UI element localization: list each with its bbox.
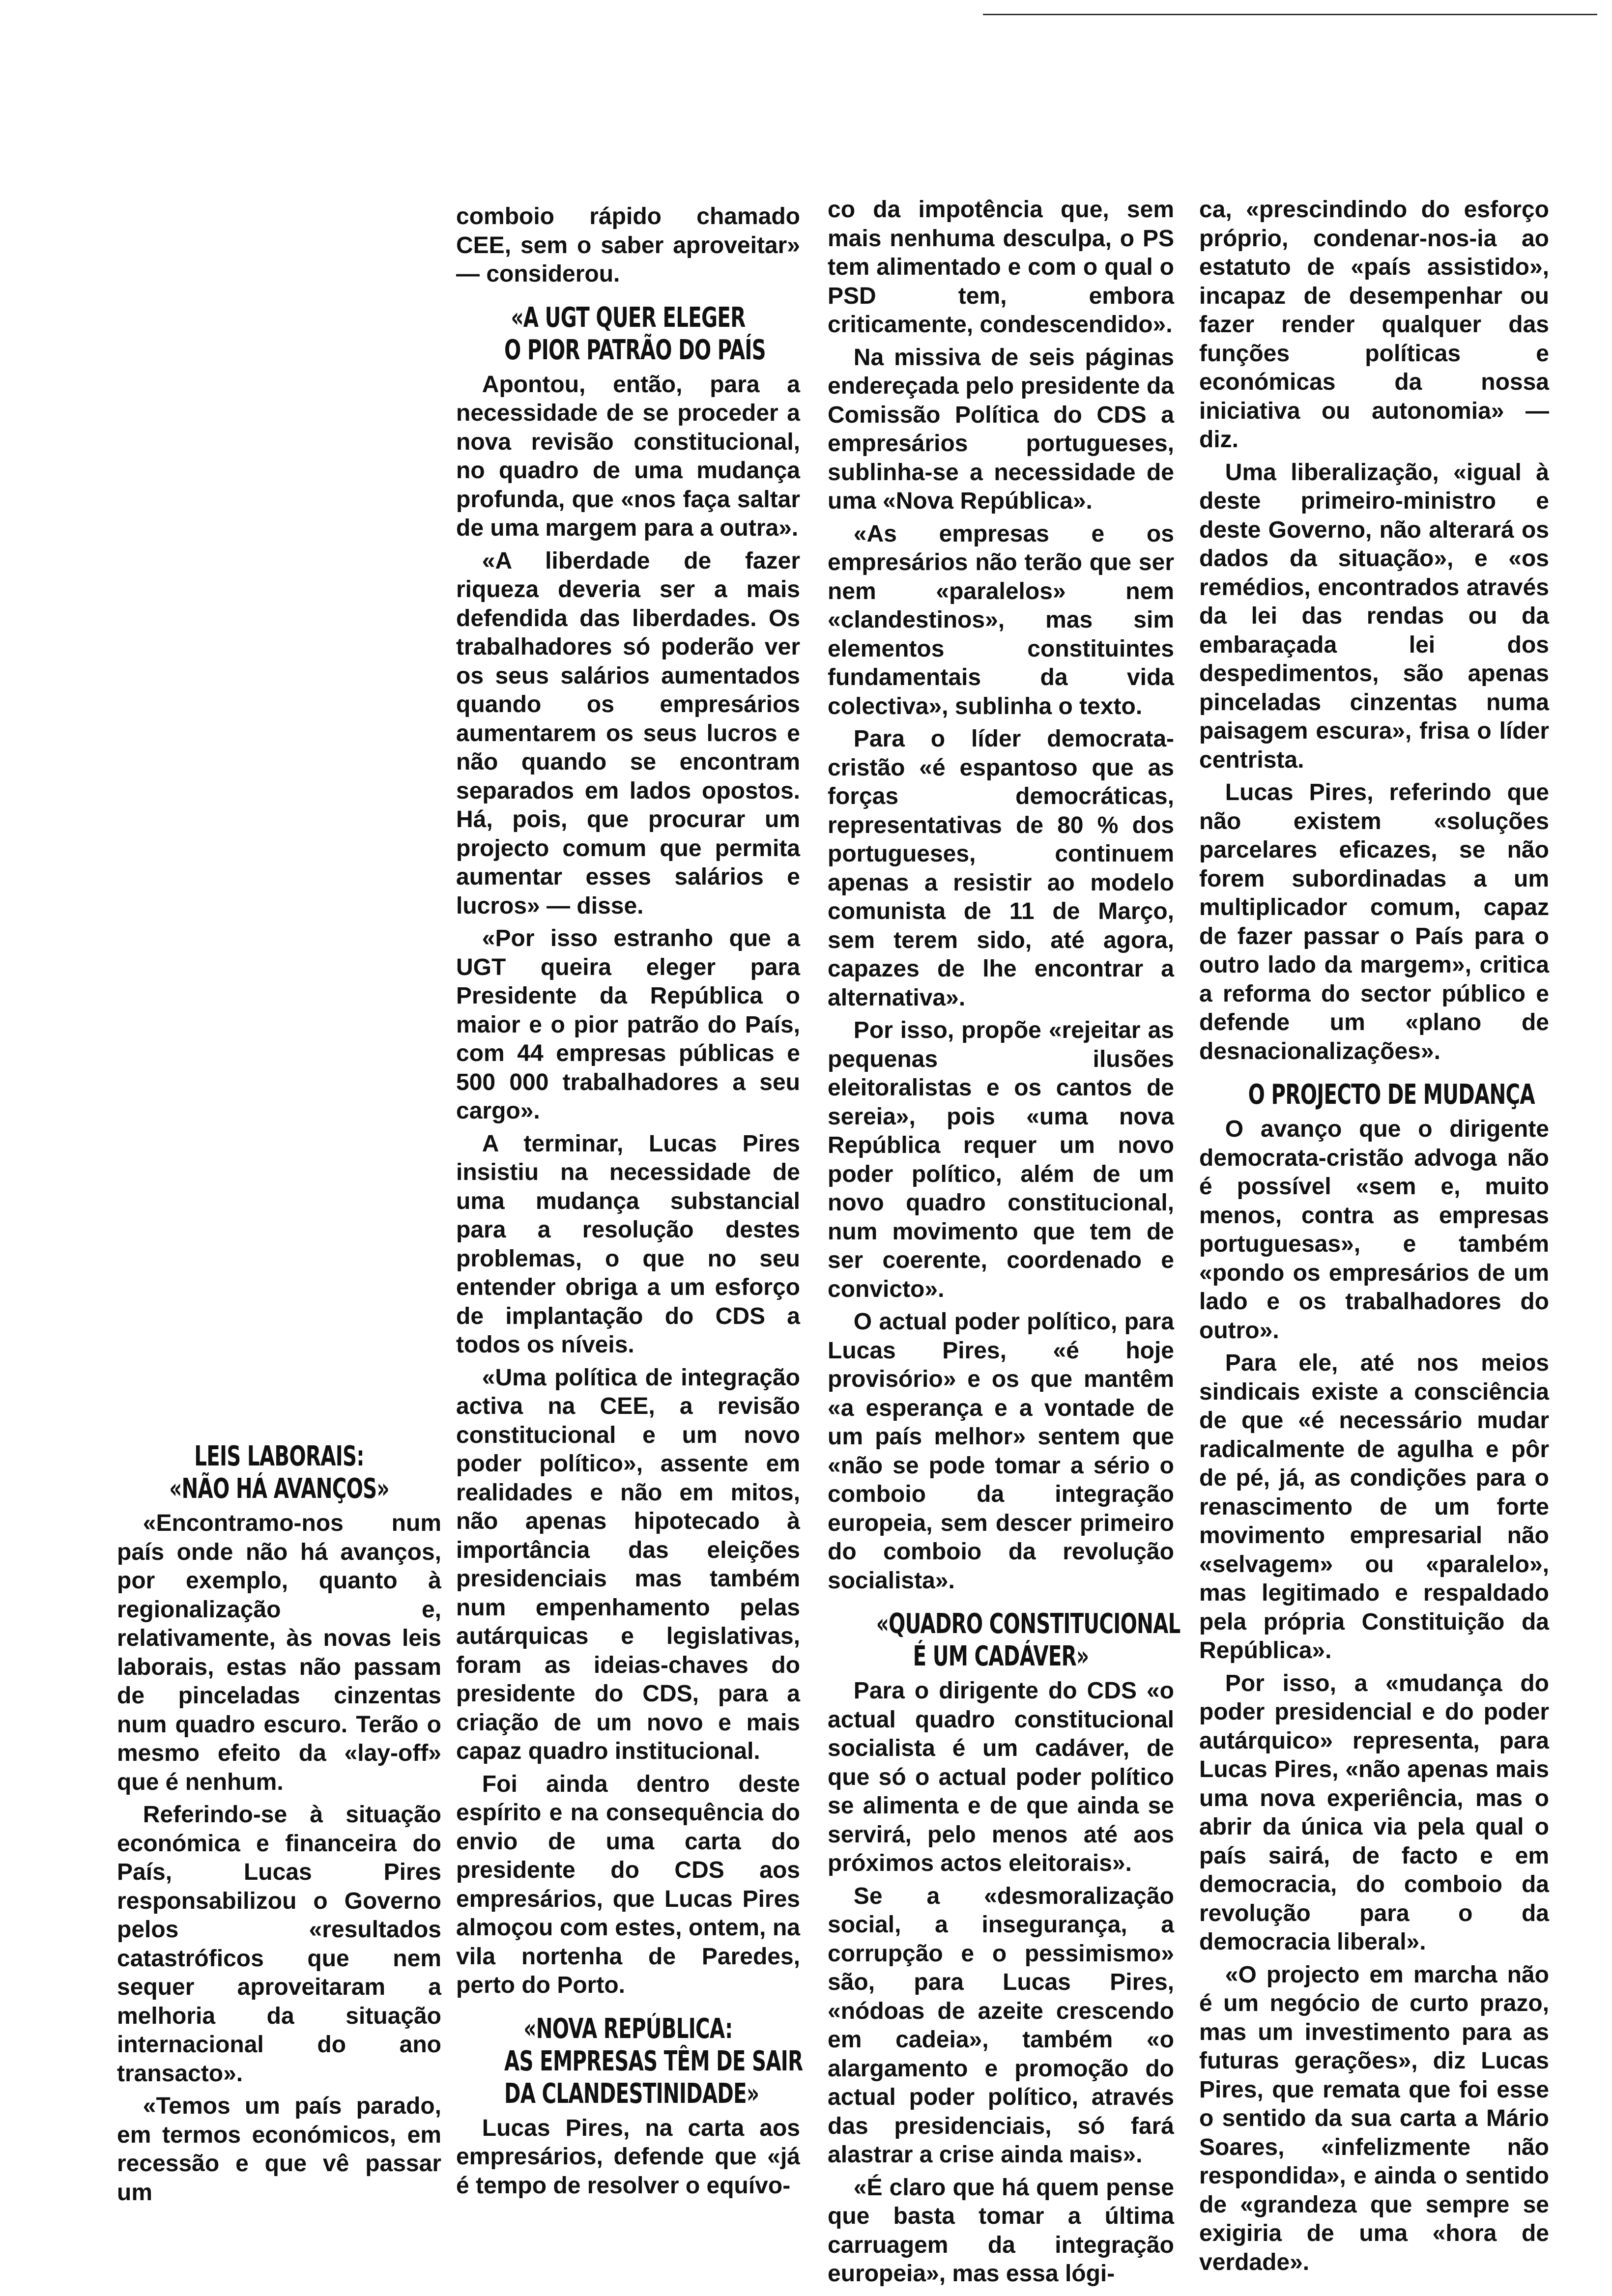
paragraph: «É claro que há quem pense que basta tomar a última carruagem da integração europeia», mas essa lógi-: [828, 2174, 1174, 2287]
section-heading: [828, 1608, 1180, 1673]
paragraph: Se a «desmoralização social, a insegurança, a corrupção e o pessimismo» são, para Lucas Pires, «nódoas de azeite crescendo em cadeia», também «o alargamento e promoção do actual poder político, através das presidenciais, só fará alastrar a crise ainda mais».: [828, 1883, 1174, 2168]
paragraph: «As empresas e os empresários não terão que ser nem «paralelos» nem «clandestinos», mas sim elementos constituintes fundamentais da vida colectiva», sublinha o texto.: [828, 520, 1174, 719]
paragraph: O actual poder político, para Lucas Pires, «é hoje provisório» e os que mantêm «a esperança e a vontade de um país melhor» sentem que «não se pode tomar a sério o comboio da integração europeia, sem descer primeiro do comboio da revolução socialista».: [828, 1309, 1174, 1594]
paragraph: Para o dirigente do CDS «o actual quadro constitucional socialista é um cadáver, de que só o actual poder político se alimenta e de que ainda se servirá, pelo menos até aos próximos actos eleitorais».: [828, 1678, 1174, 1876]
article-column-4: [1199, 196, 1549, 2281]
article-column-2: [456, 202, 803, 2204]
paragraph: Apontou, então, para a necessidade de se proceder a nova revisão constitucional, no quadro de uma mudança profunda, que «nos faça saltar de uma margem para a outra».: [456, 371, 800, 541]
section-heading: [117, 1440, 441, 1505]
section-heading-line: DA CLANDESTINIDADE»: [504, 2077, 759, 2110]
section-heading-line: AS EMPRESAS TÊM DE SAIR: [504, 2045, 803, 2077]
paragraph: O avanço que o dirigente democrata-cristão advoga não é possível «sem e, muito menos, contra as empresas portuguesas», e também «pondo os empresários de um lado e os trabalhadores do outro».: [1199, 1116, 1549, 1344]
section-heading-line: «QUADRO CONSTITUCIONAL: [876, 1608, 1180, 1640]
section-heading-line: «A UGT QUER ELEGER: [511, 301, 746, 334]
section-heading-line: LEIS LABORAIS:: [194, 1440, 364, 1472]
section-heading-line: O PROJECTO DE MUDANÇA: [1248, 1079, 1535, 1111]
paragraph: Para ele, até nos meios sindicais existe a consciência de que «é necessário mudar radicalmente de agulha e pôr de pé, já, as condições para o renascimento de um forte movimento empresarial não «selvagem» ou «paralelo», mas legitimado e respaldado pela própria Constituição da República».: [1199, 1350, 1549, 1664]
paragraph: «Uma política de integração activa na CEE, a revisão constitucional e um novo poder político», assente em realidades e não em mitos, não apenas hipotecado à importância das eleições presidenciais mas também num empenhamento pelas autárquicas e legislativas, foram as ideias-chaves do presidente do CDS, para a criação de um novo e mais capaz quadro institucional.: [456, 1364, 800, 1764]
paragraph: «A liberdade de fazer riqueza deveria ser a mais defendida das liberdades. Os trabalhadores só poderão ver os seus salários aumentados quando os empresários aumentarem os seus lucros e não quando se encontram separados em lados opostos. Há, pois, que procurar um projecto comum que permita aumentar esses salários e lucros» — disse.: [456, 547, 800, 919]
paragraph: Por isso, propõe «rejeitar as pequenas ilusões eleitoralistas e os cantos de sereia», pois «uma nova República requer um novo poder político, além de um novo quadro constitucional, num movimento que tem de ser coerente, coordenado e convicto».: [828, 1017, 1174, 1302]
section-heading-line: É UM CADÁVER»: [913, 1640, 1089, 1672]
top-rule: [983, 14, 1597, 15]
section-heading-line: O PIOR PATRÃO DO PAÍS: [504, 334, 766, 366]
paragraph: Lucas Pires, na carta aos empresários, defende que «já é tempo de resolver o equívo-: [456, 2115, 800, 2199]
section-heading: [1199, 1079, 1549, 1111]
paragraph: Uma liberalização, «igual à deste primeiro-ministro e deste Governo, não alterará os dados da situação», e «os remédios, encontrados através da lei das rendas ou da embaraçada lei dos despedimentos, são apenas pinceladas cinzentas numa paisagem escura», frisa o líder centrista.: [1199, 459, 1549, 773]
section-heading: [456, 302, 800, 367]
article-column-1: [117, 1428, 441, 2211]
paragraph: «Por isso estranho que a UGT queira eleger para Presidente da República o maior e o pior patrão do País, com 44 empresas públicas e 500 000 trabalhadores a seu cargo».: [456, 925, 800, 1124]
paragraph: «Temos um país parado, em termos económicos, em recessão e que vê passar um: [117, 2093, 441, 2206]
paragraph: «Encontramo-nos num país onde não há avanços, por exemplo, quanto à regionalização e, relativamente, às novas leis laborais, estas não passam de pinceladas cinzentas num quadro escuro. Terão o mesmo efeito da «lay-off» que é nenhum.: [117, 1510, 441, 1795]
paragraph: Na missiva de seis páginas endereçada pelo presidente da Comissão Política do CDS a empresários portugueses, sublinha-se a necessidade de uma «Nova República».: [828, 344, 1174, 514]
paragraph: Foi ainda dentro deste espírito e na consequência do envio de uma carta do presidente do CDS aos empresários, que Lucas Pires almoçou com estes, ontem, na vila nortenha de Paredes, perto do Porto.: [456, 1771, 800, 1998]
paragraph: Por isso, a «mudança do poder presidencial e do poder autárquico» representa, para Lucas Pires, «não apenas mais uma nova experiência, mas o abrir da única via pela qual o país sairá, de facto e em democracia, do comboio da revolução para o da democracia liberal».: [1199, 1670, 1549, 1955]
paragraph: Lucas Pires, referindo que não existem «soluções parcelares eficazes, se não forem subordinadas a um multiplicador comum, capaz de fazer passar o País para o outro lado da margem», critica a reforma do sector público e defende um «plano de desnacionalizações».: [1199, 779, 1549, 1064]
section-heading-line: «NOVA REPÚBLICA:: [523, 2012, 733, 2045]
article-column-3: [828, 196, 1180, 2293]
paragraph: Para o líder democrata-cristão «é espantoso que as forças democráticas, representativas de 80 % dos portugueses, continuem apenas a resistir ao modelo comunista de 11 de Março, sem terem sido, até agora, capazes de lhe encontrar a alternativa».: [828, 726, 1174, 1011]
paragraph: A terminar, Lucas Pires insistiu na necessidade de uma mudança substancial para a resolução destes problemas, o que no seu entender obriga a um esforço de implantação do CDS a todos os níveis.: [456, 1130, 800, 1358]
paragraph: «O projecto em marcha não é um negócio de curto prazo, mas um investimento para as futuras gerações», diz Lucas Pires, que remata que foi esse o sentido da sua carta a Mário Soares, «infelizmente não respondida», e ainda o sentido de «grandeza que sempre se exigiria de uma «hora de verdade».: [1199, 1961, 1549, 2275]
section-heading: [456, 2012, 803, 2110]
paragraph: Referindo-se à situação económica e financeira do País, Lucas Pires responsabilizou o Governo pelos «resultados catastróficos que nem sequer aproveitaram a melhoria da situação internacional do ano transacto».: [117, 1802, 441, 2087]
paragraph-continuation: comboio rápido chamado CEE, sem o saber aproveitar» — considerou.: [456, 203, 800, 287]
section-heading-line: «NÃO HÁ AVANÇOS»: [169, 1473, 389, 1505]
paragraph-continuation: co da impotência que, sem mais nenhuma desculpa, o PS tem alimentado e com o qual o PSD tem, embora criticamente, condescendido».: [828, 197, 1174, 338]
paragraph-continuation: ca, «prescindindo do esforço próprio, condenar-nos-ia ao estatuto de «país assistido», incapaz de desempenhar ou fazer render qualquer das funções políticas e económicas da nossa iniciativa ou autonomia» — diz.: [1199, 197, 1549, 453]
